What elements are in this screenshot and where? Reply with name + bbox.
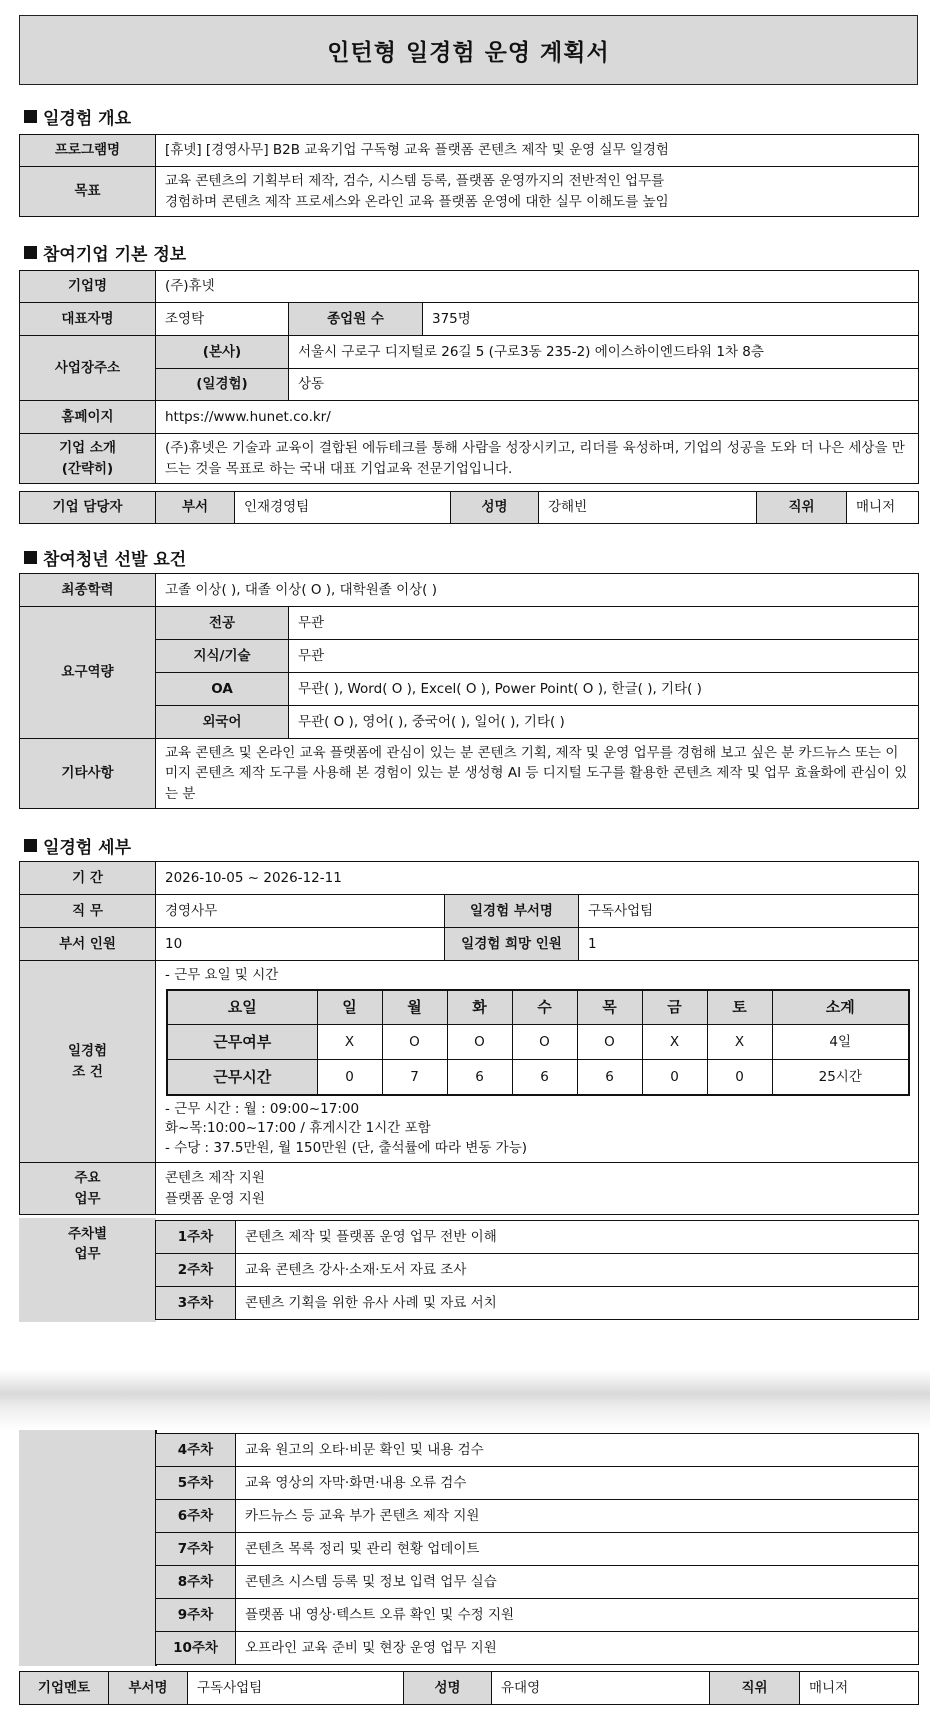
- schedule-row-label: 근무여부: [167, 1025, 317, 1060]
- condition-label: 일경험 조 건: [20, 961, 156, 1163]
- period-label: 기 간: [20, 862, 156, 895]
- week-label: 7주차: [156, 1533, 236, 1566]
- schedule-cell: 0: [707, 1060, 772, 1095]
- goal-value: 교육 콘텐츠의 기획부터 제작, 검수, 시스템 등록, 플랫폼 운영까지의 전반적인 업무를 경험하며 콘텐츠 제작 프로세스와 온라인 교육 플랫폼 운영에 대한 실무 이해도를 높임: [156, 167, 919, 217]
- table-row: [156, 1566, 919, 1599]
- document-page-2: [0, 1430, 930, 1717]
- language-value: 무관( O ), 영어( ), 중국어( ), 일어( ), 기타( ): [289, 706, 919, 739]
- mentor-position-value: 매니저: [800, 1672, 919, 1705]
- etc-value: 교육 콘텐츠 및 온라인 교육 플랫폼에 관심이 있는 분 콘텐츠 기획, 제작 및 운영 업무를 경험해 보고 싶은 분 카드뉴스 또는 이미지 콘텐츠 제작 도구를 사용해 본 경험이 있는 분 생성형 AI 등 디지털 도구를 활용한 콘텐츠 제작 및 업무 효율화에 관심이 있는 분: [156, 739, 919, 809]
- week-task: 교육 영상의 자막·화면·내용 오류 검수: [236, 1467, 919, 1500]
- etc-label: 기타사항: [20, 739, 156, 809]
- education-value: 고졸 이상( ), 대졸 이상( O ), 대학원졸 이상( ): [156, 574, 919, 607]
- main-duty-label: 주요 업무: [20, 1163, 156, 1215]
- week-label: 2주차: [156, 1254, 236, 1287]
- education-label: 최종학력: [20, 574, 156, 607]
- week-label: 10주차: [156, 1632, 236, 1665]
- schedule-cell: 6: [512, 1060, 577, 1095]
- overview-table: [19, 134, 919, 217]
- schedule-cell: O: [577, 1025, 642, 1060]
- schedule-head-cell: 금: [642, 990, 707, 1025]
- schedule-head-row: [167, 990, 909, 1025]
- weekly-table-part1: [155, 1220, 919, 1320]
- goal-label: 목표: [20, 167, 156, 217]
- week-task: 플랫폼 내 영상·텍스트 오류 확인 및 수정 지원: [236, 1599, 919, 1632]
- square-bullet-icon: [24, 551, 37, 564]
- weekly-table-part2: [155, 1433, 919, 1665]
- week-task: 콘텐츠 목록 정리 및 관리 현황 업데이트: [236, 1533, 919, 1566]
- table-row: [156, 1467, 919, 1500]
- section-title: 참여청년 선발 요건: [43, 550, 187, 570]
- section-title: 일경험 세부: [43, 838, 132, 858]
- weekly-label-background: [19, 1430, 156, 1666]
- dept-name-value: 구독사업팀: [579, 895, 919, 928]
- schedule-head-cell: 화: [447, 990, 512, 1025]
- staff-value: 10: [156, 928, 445, 961]
- company-contact-table: [19, 491, 919, 524]
- week-label: 4주차: [156, 1434, 236, 1467]
- schedule-head-cell: 일: [317, 990, 382, 1025]
- week-task: 교육 원고의 오타·비문 확인 및 내용 검수: [236, 1434, 919, 1467]
- table-row: [156, 1254, 919, 1287]
- schedule-cell: 25시간: [772, 1060, 909, 1095]
- oa-label: OA: [156, 673, 289, 706]
- ceo-value: 조영탁: [156, 303, 289, 336]
- table-row: [156, 1500, 919, 1533]
- section-heading-detail: [24, 833, 131, 858]
- skill-label: 지식/기술: [156, 640, 289, 673]
- square-bullet-icon: [24, 839, 37, 852]
- section-title: 일경험 개요: [43, 109, 132, 129]
- schedule-table: [166, 989, 910, 1096]
- hq-label: (본사): [156, 336, 289, 369]
- contact-dept-value: 인재경영팀: [235, 492, 451, 524]
- contact-dept-label: 부서: [156, 492, 235, 524]
- major-value: 무관: [289, 607, 919, 640]
- language-label: 외국어: [156, 706, 289, 739]
- schedule-cell: 7: [382, 1060, 447, 1095]
- duty-value: 경영사무: [156, 895, 445, 928]
- schedule-head-cell: 요일: [167, 990, 317, 1025]
- schedule-cell: X: [317, 1025, 382, 1060]
- schedule-cell: 6: [577, 1060, 642, 1095]
- table-row: [156, 1287, 919, 1320]
- table-row: [156, 1434, 919, 1467]
- schedule-head-cell: 월: [382, 990, 447, 1025]
- table-row: [156, 1632, 919, 1665]
- week-task: 콘텐츠 시스템 등록 및 정보 입력 업무 실습: [236, 1566, 919, 1599]
- schedule-head-cell: 소계: [772, 990, 909, 1025]
- table-row: [156, 1221, 919, 1254]
- schedule-head-cell: 목: [577, 990, 642, 1025]
- schedule-head-cell: 토: [707, 990, 772, 1025]
- want-label: 일경험 희망 인원: [445, 928, 579, 961]
- week-label: 1주차: [156, 1221, 236, 1254]
- document-title: 인턴형 일경험 운영 계획서: [19, 15, 918, 85]
- weekly-duty-label: 주차별 업무: [67, 1226, 108, 1263]
- schedule-cell: 0: [317, 1060, 382, 1095]
- section-heading-overview: [24, 104, 131, 129]
- mentor-label: 기업멘토: [20, 1672, 109, 1705]
- condition-notes: - 근무 시간 : 월 : 09:00~17:00 화~목:10:00~17:00 / 휴게시간 1시간 포함 - 수당 : 37.5만원, 월 150만원 (단, 출석률에 따라 변동 가능): [165, 1100, 528, 1156]
- duty-label: 직 무: [20, 895, 156, 928]
- staff-label: 부서 인원: [20, 928, 156, 961]
- schedule-cell: 0: [642, 1060, 707, 1095]
- mentor-name-label: 성명: [404, 1672, 492, 1705]
- table-row: [156, 1599, 919, 1632]
- schedule-cell: X: [642, 1025, 707, 1060]
- schedule-cell: 6: [447, 1060, 512, 1095]
- skill-value: 무관: [289, 640, 919, 673]
- week-label: 9주차: [156, 1599, 236, 1632]
- schedule-cell: O: [512, 1025, 577, 1060]
- period-value: 2026-10-05 ~ 2026-12-11: [156, 862, 919, 895]
- address-label: 사업장주소: [20, 336, 156, 401]
- company-name-value: (주)휴넷: [156, 271, 919, 303]
- employees-value: 375명: [423, 303, 919, 336]
- dept-name-label: 일경험 부서명: [445, 895, 579, 928]
- competency-label: 요구역량: [20, 607, 156, 739]
- contact-position-label: 직위: [757, 492, 847, 524]
- square-bullet-icon: [24, 110, 37, 123]
- detail-table: [19, 861, 919, 1215]
- schedule-hours-row: [167, 1060, 909, 1095]
- week-task: 콘텐츠 기획을 위한 유사 사례 및 자료 서치: [236, 1287, 919, 1320]
- want-value: 1: [579, 928, 919, 961]
- contact-name-label: 성명: [451, 492, 539, 524]
- week-task: 교육 콘텐츠 강사·소재·도서 자료 조사: [236, 1254, 919, 1287]
- company-name-label: 기업명: [20, 271, 156, 303]
- week-label: 3주차: [156, 1287, 236, 1320]
- program-label: 프로그램명: [20, 135, 156, 167]
- work-site-value: 상동: [289, 369, 919, 401]
- work-site-label: (일경험): [156, 369, 289, 401]
- condition-cell: [156, 961, 919, 1163]
- program-value: [휴넷] [경영사무] B2B 교육기업 구독형 교육 플랫폼 콘텐츠 제작 및 운영 실무 일경험: [156, 135, 919, 167]
- employees-label: 종업원 수: [289, 303, 423, 336]
- homepage-label: 홈페이지: [20, 401, 156, 434]
- major-label: 전공: [156, 607, 289, 640]
- contact-position-value: 매니저: [847, 492, 919, 524]
- section-title: 참여기업 기본 정보: [43, 245, 187, 265]
- mentor-dept-value: 구독사업팀: [188, 1672, 404, 1705]
- week-label: 6주차: [156, 1500, 236, 1533]
- page-break: [0, 1370, 930, 1430]
- oa-value: 무관( ), Word( O ), Excel( O ), Power Point( O ), 한글( ), 기타( ): [289, 673, 919, 706]
- mentor-table: [19, 1671, 919, 1705]
- ceo-label: 대표자명: [20, 303, 156, 336]
- intro-label: 기업 소개 (간략히): [20, 434, 156, 484]
- schedule-head-cell: 수: [512, 990, 577, 1025]
- schedule-cell: X: [707, 1025, 772, 1060]
- contact-name-value: 강해빈: [539, 492, 757, 524]
- mentor-dept-label: 부서명: [109, 1672, 188, 1705]
- week-label: 8주차: [156, 1566, 236, 1599]
- section-heading-youth: [24, 545, 186, 570]
- table-row: [156, 1533, 919, 1566]
- contact-label: 기업 담당자: [20, 492, 156, 524]
- mentor-name-value: 유대영: [492, 1672, 710, 1705]
- hq-address-value: 서울시 구로구 디지털로 26길 5 (구로3동 235-2) 에이스하이엔드타워 1차 8층: [289, 336, 919, 369]
- condition-intro: - 근무 요일 및 시간: [165, 966, 279, 983]
- schedule-cell: 4일: [772, 1025, 909, 1060]
- homepage-value: https://www.hunet.co.kr/: [156, 401, 919, 434]
- week-task: 콘텐츠 제작 및 플랫폼 운영 업무 전반 이해: [236, 1221, 919, 1254]
- schedule-work-row: [167, 1025, 909, 1060]
- square-bullet-icon: [24, 246, 37, 259]
- company-table: [19, 270, 919, 484]
- schedule-row-label: 근무시간: [167, 1060, 317, 1095]
- mentor-position-label: 직위: [710, 1672, 800, 1705]
- youth-requirements-table: [19, 573, 919, 809]
- section-heading-company: [24, 240, 186, 265]
- week-task: 카드뉴스 등 교육 부가 콘텐츠 제작 지원: [236, 1500, 919, 1533]
- week-task: 오프라인 교육 준비 및 현장 운영 업무 지원: [236, 1632, 919, 1665]
- intro-value: (주)휴넷은 기술과 교육이 결합된 에듀테크를 통해 사람을 성장시키고, 리더를 육성하며, 기업의 성공을 도와 더 나은 세상을 만드는 것을 목표로 하는 국내 대표 기업교육 전문기업입니다.: [156, 434, 919, 484]
- schedule-cell: O: [447, 1025, 512, 1060]
- week-label: 5주차: [156, 1467, 236, 1500]
- main-duty-value: 콘텐츠 제작 지원 플랫폼 운영 지원: [156, 1163, 919, 1215]
- schedule-cell: O: [382, 1025, 447, 1060]
